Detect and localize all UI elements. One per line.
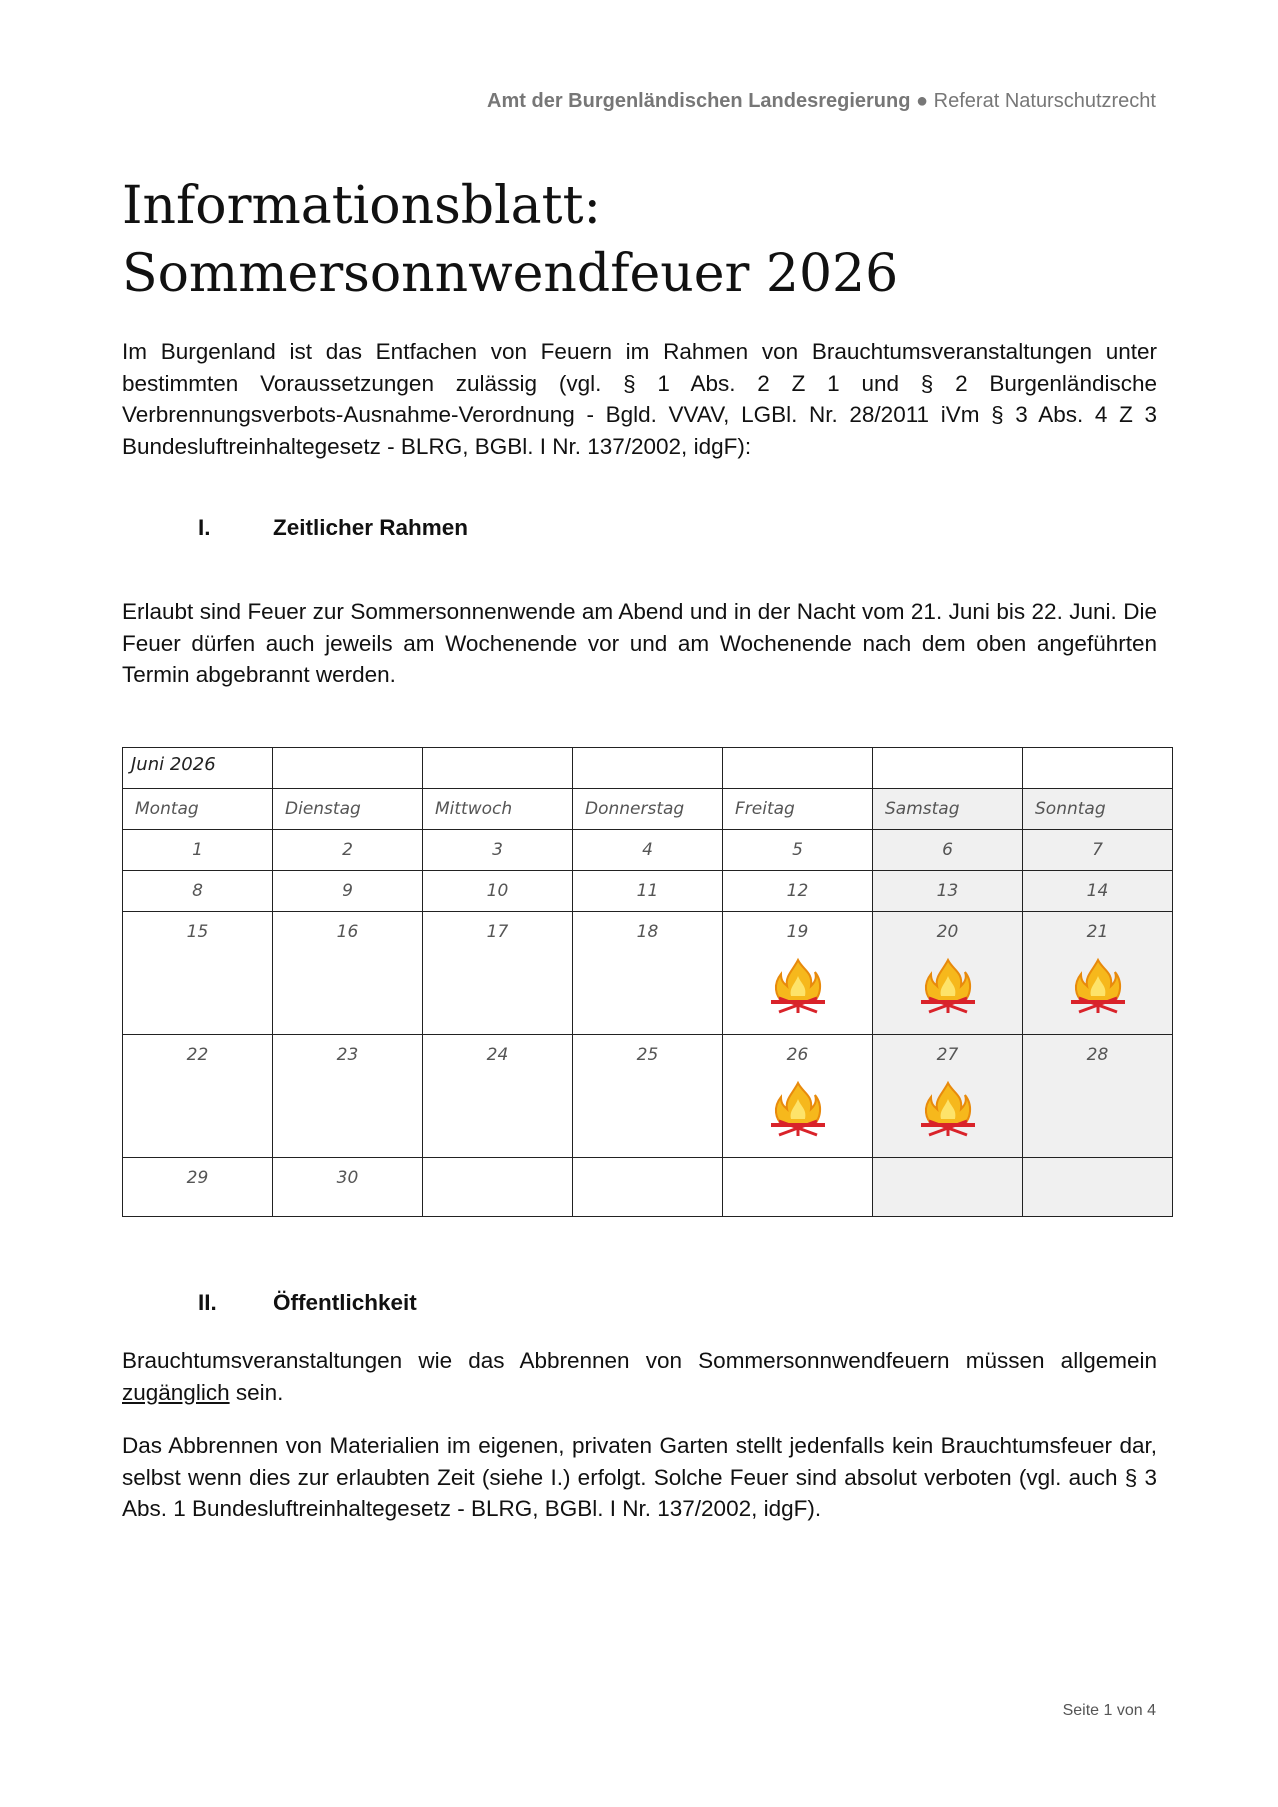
- weekday-label: Dienstag: [285, 799, 361, 819]
- calendar-day-number: 1: [192, 840, 203, 860]
- calendar-month-label: Juni 2026: [131, 754, 216, 775]
- calendar-day-cell: [1023, 1158, 1173, 1217]
- calendar-day-number: 19: [786, 922, 809, 942]
- weekday-label: Donnerstag: [585, 799, 685, 819]
- section-2-number: II.: [198, 1290, 217, 1315]
- calendar-day-cell: [273, 871, 423, 912]
- calendar-month-row: [123, 748, 1173, 789]
- calendar-day-number: 12: [786, 881, 809, 901]
- calendar-day-number: 29: [186, 1168, 209, 1188]
- calendar-day-cell: [423, 912, 573, 1035]
- calendar-day-number: 25: [636, 1045, 659, 1065]
- page-number: Seite 1 von 4: [1062, 1702, 1156, 1719]
- calendar-day-cell: [1023, 830, 1173, 871]
- underlined-word: zugänglich: [122, 1379, 230, 1405]
- calendar-week-row: [123, 1158, 1173, 1217]
- calendar-day-cell: [873, 830, 1023, 871]
- calendar-day-number: 14: [1086, 881, 1109, 901]
- calendar-day-cell: [723, 1035, 873, 1158]
- calendar-day-cell: [273, 912, 423, 1035]
- bonfire-icon: [765, 1079, 831, 1139]
- weekday-cell: [1023, 789, 1173, 830]
- calendar-week-row: [123, 1035, 1173, 1158]
- calendar-week-row: [123, 871, 1173, 912]
- bonfire-icon: [765, 956, 831, 1016]
- calendar-day-number: 18: [636, 922, 659, 942]
- calendar-day-number: 8: [192, 881, 203, 901]
- calendar-day-number: 2: [342, 840, 353, 860]
- calendar-day-cell: [1023, 871, 1173, 912]
- section-2-p1-end: sein.: [229, 1379, 284, 1405]
- bonfire-icon: [915, 956, 981, 1016]
- weekday-cell: [273, 789, 423, 830]
- calendar-day-cell: [273, 1035, 423, 1158]
- weekday-cell: [873, 789, 1023, 830]
- calendar-day-cell: [873, 1158, 1023, 1217]
- header-separator: ●: [910, 90, 934, 112]
- calendar-weekday-row: [123, 789, 1173, 830]
- calendar-day-number: 4: [642, 840, 653, 860]
- section-1-heading: [198, 515, 468, 541]
- calendar-day-cell: [723, 871, 873, 912]
- calendar-day-cell: [573, 912, 723, 1035]
- calendar-day-number: 5: [792, 840, 803, 860]
- calendar-day-number: 10: [486, 881, 509, 901]
- calendar-day-cell: [873, 1035, 1023, 1158]
- header-dept: Referat Naturschutzrecht: [933, 90, 1156, 112]
- calendar-day-number: 9: [342, 881, 353, 901]
- section-2-paragraph-2: Das Abbrennen von Materialien im eigenen, privaten Garten stellt jedenfalls kein Brauchtumsfeuer dar, selbst wenn dies zur erlaubten Zeit (siehe I.) erfolgt. Solche Feuer sind absolut verboten (vgl. auch § 3 Abs. 1 Bundesluftreinhaltegesetz - BLRG, BGBl. I Nr. 137/2002, idgF).: [122, 1433, 1157, 1521]
- calendar-day-cell: [123, 912, 273, 1035]
- document-title: [122, 172, 1152, 308]
- calendar-day-number: 15: [186, 922, 209, 942]
- bonfire-icon: [1065, 956, 1131, 1016]
- calendar-day-cell: [273, 1158, 423, 1217]
- section-2-p1-text: Brauchtumsveranstaltungen wie das Abbrennen von Sommersonnwendfeuern müssen allgemein: [122, 1348, 1157, 1373]
- section-1-number: I.: [198, 515, 211, 540]
- weekday-label: Montag: [135, 799, 199, 819]
- calendar-day-cell: [1023, 1035, 1173, 1158]
- calendar-day-number: 3: [492, 840, 503, 860]
- calendar-day-cell: [123, 1035, 273, 1158]
- calendar-day-cell: [273, 830, 423, 871]
- page-header: [487, 90, 1156, 113]
- calendar-day-cell: [123, 871, 273, 912]
- calendar-day-number: 7: [1092, 840, 1103, 860]
- calendar-day-cell: [723, 912, 873, 1035]
- weekday-label: Freitag: [735, 799, 795, 819]
- calendar-day-cell: [423, 1158, 573, 1217]
- calendar-day-cell: [573, 830, 723, 871]
- section-2-heading: [198, 1290, 417, 1316]
- calendar-day-cell: [423, 830, 573, 871]
- section-2-title: Öffentlichkeit: [273, 1290, 417, 1315]
- calendar-day-number: 13: [936, 881, 959, 901]
- weekday-cell: [123, 789, 273, 830]
- calendar-day-cell: [573, 1158, 723, 1217]
- section-1-text: Erlaubt sind Feuer zur Sommersonnenwende am Abend und in der Nacht vom 21. Juni bis 22. Juni. Die Feuer dürfen auch jeweils am Wochenende vor und am Wochenende nach dem oben angeführten Termin abgebrannt werden.: [122, 599, 1157, 687]
- calendar-week-row: [123, 912, 1173, 1035]
- header-org: Amt der Burgenländischen Landesregierung: [487, 90, 911, 112]
- calendar-day-number: 20: [936, 922, 959, 942]
- calendar-day-number: 17: [486, 922, 509, 942]
- weekday-cell: [423, 789, 573, 830]
- weekday-label: Sonntag: [1035, 799, 1106, 819]
- title-line-1: Informationsblatt:: [122, 176, 601, 236]
- calendar-day-cell: [573, 1035, 723, 1158]
- calendar-day-cell: [1023, 912, 1173, 1035]
- weekday-label: Mittwoch: [435, 799, 513, 819]
- calendar-month-cell: [123, 748, 273, 789]
- calendar-day-cell: [573, 871, 723, 912]
- calendar-day-cell: [423, 1035, 573, 1158]
- weekday-label: Samstag: [885, 799, 960, 819]
- calendar-day-cell: [723, 830, 873, 871]
- calendar-day-number: 6: [942, 840, 953, 860]
- calendar-day-number: 22: [186, 1045, 209, 1065]
- calendar-week-row: [123, 830, 1173, 871]
- calendar-day-cell: [423, 871, 573, 912]
- bonfire-icon: [915, 1079, 981, 1139]
- calendar-table: [122, 747, 1173, 1217]
- calendar-day-cell: [723, 1158, 873, 1217]
- section-1-title: Zeitlicher Rahmen: [273, 515, 469, 540]
- calendar-day-number: 16: [336, 922, 359, 942]
- calendar-day-cell: [123, 830, 273, 871]
- weekday-cell: [723, 789, 873, 830]
- calendar-day-number: 11: [636, 881, 659, 901]
- calendar-day-number: 24: [486, 1045, 509, 1065]
- calendar-day-cell: [873, 912, 1023, 1035]
- weekday-cell: [573, 789, 723, 830]
- calendar-day-number: 30: [336, 1168, 359, 1188]
- section-2-paragraph-1: [122, 1345, 1157, 1408]
- calendar-day-number: 23: [336, 1045, 359, 1065]
- title-line-2: Sommersonnwendfeuer 2026: [122, 244, 899, 304]
- calendar-day-cell: [873, 871, 1023, 912]
- calendar-day-number: 26: [786, 1045, 809, 1065]
- intro-paragraph: Im Burgenland ist das Entfachen von Feuern im Rahmen von Brauchtumsveranstaltungen unter bestimmten Voraussetzungen zulässig (vgl. § 1 Abs. 2 Z 1 und § 2 Burgenländische Verbrennungsverbots-Ausnahme-Verordnung - Bgld. VVAV, LGBl. Nr. 28/2011 iVm § 3 Abs. 4 Z 3 Bundesluftreinhaltegesetz - BLRG, BGBl. I Nr. 137/2002, idgF):: [122, 339, 1157, 459]
- calendar-day-cell: [123, 1158, 273, 1217]
- calendar-day-number: 27: [936, 1045, 959, 1065]
- calendar-day-number: 21: [1086, 922, 1109, 942]
- calendar-day-number: 28: [1086, 1045, 1109, 1065]
